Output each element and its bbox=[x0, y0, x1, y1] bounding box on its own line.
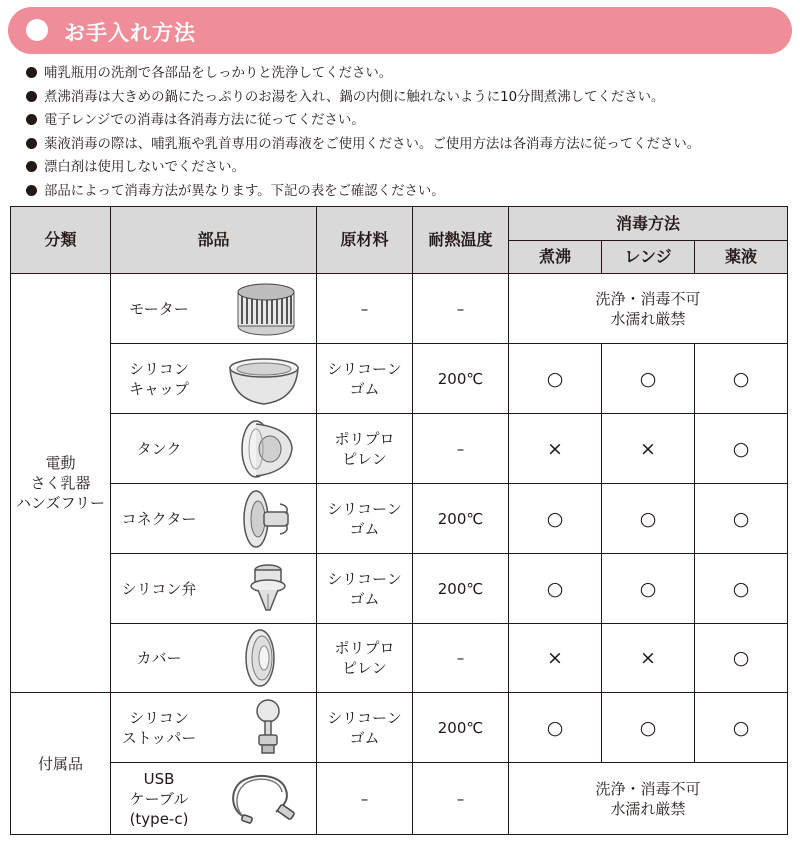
method-merged-cell: 洗浄・消毒不可 水濡れ厳禁 bbox=[509, 274, 788, 344]
header-material: 原材料 bbox=[317, 207, 413, 274]
heat-cell: 200℃ bbox=[413, 693, 509, 763]
header-chemical: 薬液 bbox=[695, 241, 788, 274]
bullet-icon bbox=[26, 138, 37, 149]
part-name: シリコン ストッパー bbox=[121, 708, 197, 747]
method-merged-cell: 洗浄・消毒不可 水濡れ厳禁 bbox=[509, 763, 788, 835]
silicone-cap-icon bbox=[220, 348, 308, 410]
chemical-mark: ○ bbox=[695, 414, 788, 484]
material-cell: シリコーン ゴム bbox=[317, 484, 413, 554]
boil-mark: ○ bbox=[509, 554, 602, 624]
microwave-mark: ○ bbox=[602, 484, 695, 554]
part-name: コネクター bbox=[121, 509, 197, 528]
table-row bbox=[11, 554, 788, 624]
part-cell bbox=[111, 693, 317, 763]
table-row bbox=[11, 414, 788, 484]
table-row bbox=[11, 693, 788, 763]
part-cell bbox=[111, 624, 317, 693]
chemical-mark: ○ bbox=[695, 624, 788, 693]
group-cell: 付属品 bbox=[11, 693, 111, 835]
usb-cable-icon bbox=[220, 768, 308, 830]
bullet-icon bbox=[26, 185, 37, 196]
bullet-icon bbox=[26, 161, 37, 172]
motor-icon bbox=[220, 278, 308, 340]
boil-mark: ○ bbox=[509, 484, 602, 554]
header-category: 分類 bbox=[11, 207, 111, 274]
bullet-icon bbox=[26, 114, 37, 125]
bullet-icon bbox=[26, 67, 37, 78]
cover-icon bbox=[220, 627, 308, 689]
part-cell bbox=[111, 763, 317, 835]
heat-cell: – bbox=[413, 763, 509, 835]
material-cell: ポリプロ ピレン bbox=[317, 624, 413, 693]
section-banner bbox=[8, 7, 792, 54]
header-heat: 耐熱温度 bbox=[413, 207, 509, 274]
table-row bbox=[11, 763, 788, 835]
header-part: 部品 bbox=[111, 207, 317, 274]
note-item: 電子レンジでの消毒は各消毒方法に従ってください。 bbox=[26, 109, 796, 133]
boil-mark: ○ bbox=[509, 693, 602, 763]
heat-cell: – bbox=[413, 414, 509, 484]
part-cell bbox=[111, 484, 317, 554]
heat-cell: – bbox=[413, 274, 509, 344]
header-boil: 煮沸 bbox=[509, 241, 602, 274]
boil-mark: × bbox=[509, 624, 602, 693]
part-cell bbox=[111, 274, 317, 344]
note-item: 煮沸消毒は大きめの鍋にたっぷりのお湯を入れ、鍋の内側に触れないように10分間煮沸してください。 bbox=[26, 86, 796, 110]
microwave-mark: × bbox=[602, 414, 695, 484]
note-item: 哺乳瓶用の洗剤で各部品をしっかりと洗浄してください。 bbox=[26, 62, 796, 86]
tank-icon bbox=[220, 418, 308, 480]
disinfection-table bbox=[10, 206, 788, 835]
part-name: モーター bbox=[129, 299, 189, 318]
part-cell bbox=[111, 414, 317, 484]
silicone-stopper-icon bbox=[220, 697, 308, 759]
part-name: シリコン弁 bbox=[121, 579, 197, 598]
part-cell bbox=[111, 554, 317, 624]
table-row bbox=[11, 274, 788, 344]
bullet-icon bbox=[26, 91, 37, 102]
table-row bbox=[11, 624, 788, 693]
chemical-mark: ○ bbox=[695, 344, 788, 414]
note-item: 薬液消毒の際は、哺乳瓶や乳首専用の消毒液をご使用ください。ご使用方法は各消毒方法に従ってください。 bbox=[26, 133, 796, 157]
part-name: カバー bbox=[136, 649, 182, 667]
table-row bbox=[11, 484, 788, 554]
material-cell: – bbox=[317, 763, 413, 835]
microwave-mark: × bbox=[602, 624, 695, 693]
heat-cell: 200℃ bbox=[413, 484, 509, 554]
heat-cell: 200℃ bbox=[413, 344, 509, 414]
chemical-mark: ○ bbox=[695, 484, 788, 554]
material-cell: シリコーン ゴム bbox=[317, 693, 413, 763]
section-title: お手入れ方法 bbox=[64, 21, 196, 45]
chemical-mark: ○ bbox=[695, 554, 788, 624]
bullet-dot-icon bbox=[26, 19, 48, 41]
microwave-mark: ○ bbox=[602, 344, 695, 414]
header-microwave: レンジ bbox=[602, 241, 695, 274]
heat-cell: 200℃ bbox=[413, 554, 509, 624]
chemical-mark: ○ bbox=[695, 693, 788, 763]
note-item: 漂白剤は使用しないでください。 bbox=[26, 156, 796, 180]
boil-mark: × bbox=[509, 414, 602, 484]
connector-icon bbox=[220, 488, 308, 550]
material-cell: ポリプロ ピレン bbox=[317, 414, 413, 484]
part-name: シリコン キャップ bbox=[128, 359, 189, 398]
boil-mark: ○ bbox=[509, 344, 602, 414]
part-cell bbox=[111, 344, 317, 414]
heat-cell: – bbox=[413, 624, 509, 693]
microwave-mark: ○ bbox=[602, 693, 695, 763]
care-notes bbox=[26, 62, 796, 203]
header-method: 消毒方法 bbox=[509, 207, 788, 241]
part-name: USB ケーブル (type-c) bbox=[129, 769, 189, 828]
material-cell: シリコーン ゴム bbox=[317, 344, 413, 414]
part-name: タンク bbox=[136, 439, 182, 458]
group-cell: 電動 さく乳器 ハンズフリー bbox=[11, 274, 111, 693]
silicone-valve-icon bbox=[220, 558, 308, 620]
note-item: 部品によって消毒方法が異なります。下記の表をご確認ください。 bbox=[26, 180, 796, 204]
microwave-mark: ○ bbox=[602, 554, 695, 624]
material-cell: シリコーン ゴム bbox=[317, 554, 413, 624]
table-row bbox=[11, 344, 788, 414]
material-cell: – bbox=[317, 274, 413, 344]
